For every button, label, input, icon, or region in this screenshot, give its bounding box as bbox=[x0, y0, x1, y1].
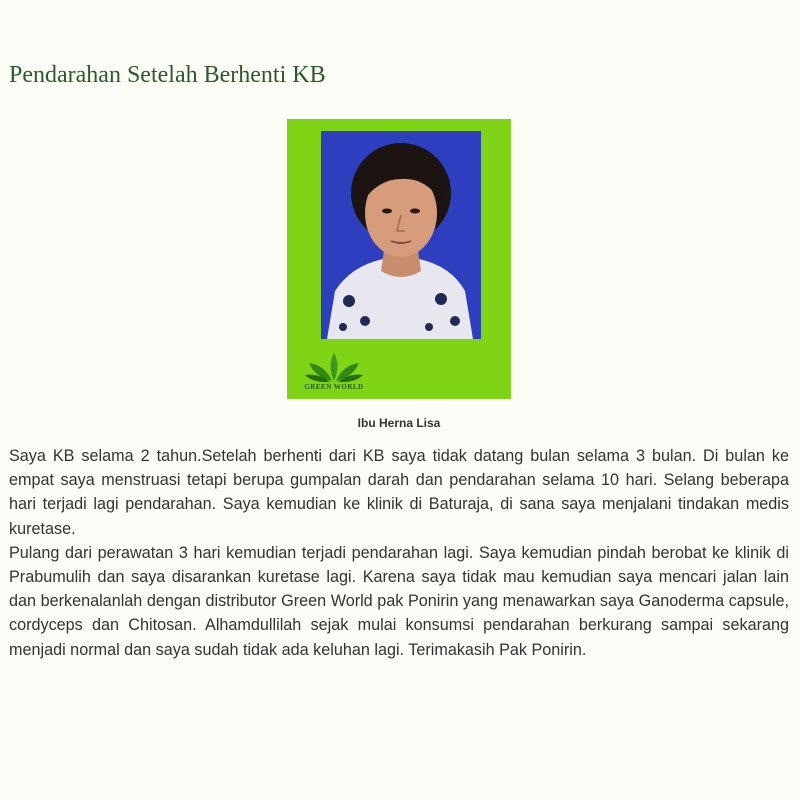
testimonial-photo-frame bbox=[287, 119, 511, 399]
paragraph: Pulang dari perawatan 3 hari kemudian terjadi pendarahan lagi. Saya kemudian pindah berobat ke klinik di Prabumulih dan saya disarankan kuretase lagi. Karena saya tidak mau kemudian saya mencari jalan lain dan berkenalanlah dengan distributor Green World pak Ponirin yang menawarkan saya Ganoderma capsule, cordyceps dan Chitosan. Alhamdullilah sejak mulai konsumsi pendarahan berkurang sampai sekarang menjadi normal dan saya sudah tidak ada keluhan lagi. Terimakasih Pak Ponirin. bbox=[9, 543, 789, 659]
leaf-logo-icon bbox=[299, 351, 369, 385]
logo-text: GREEN WORLD bbox=[304, 383, 364, 391]
photo-caption: Ibu Herna Lisa bbox=[357, 416, 441, 430]
portrait-illustration bbox=[321, 131, 481, 339]
paragraph: Saya KB selama 2 tahun.Setelah berhenti dari KB saya tidak datang bulan selama 3 bulan. Di bulan ke empat saya menstruasi tetapi berupa gumpalan darah dan pendarahan selama 10 hari. Selang beberapa hari terjadi lagi pendarahan. Saya kemudian ke klinik di Baturaja, di sana saya menjalani tindakan medis kuretase. bbox=[9, 447, 789, 538]
article-title: Pendarahan Setelah Berhenti KB bbox=[9, 62, 326, 88]
green-world-logo bbox=[299, 351, 369, 393]
testimonial-photo bbox=[321, 131, 481, 339]
article-body bbox=[9, 444, 789, 662]
